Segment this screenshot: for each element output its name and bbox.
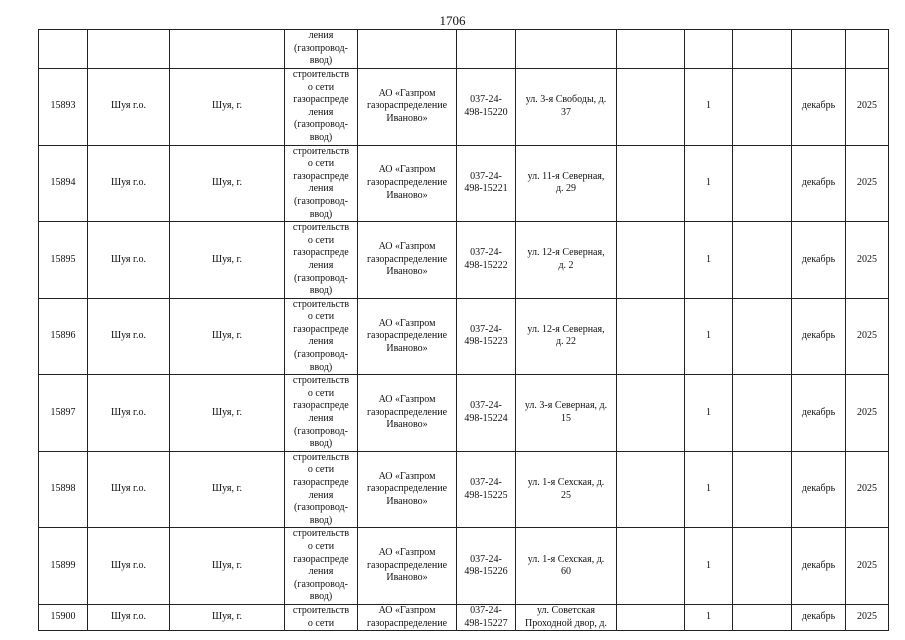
- cell-address: [516, 528, 617, 605]
- cell-year: [846, 528, 889, 605]
- code-text: 037-24- 498-15224: [464, 400, 508, 425]
- table-row: [39, 298, 889, 375]
- cell-year: [846, 298, 889, 375]
- qty-text: 1: [706, 253, 711, 265]
- cell-qty: [685, 30, 733, 69]
- cell-empty-1: [617, 604, 685, 630]
- num-text: 15894: [50, 177, 76, 189]
- address-text: ул. 1-я Сехская, д. 25: [527, 477, 605, 501]
- code-text: 037-24- 498-15223: [464, 323, 508, 348]
- cell-empty-2: [733, 69, 792, 146]
- cell-empty-2: [733, 604, 792, 630]
- cell-code: [457, 298, 516, 375]
- month-text: декабрь: [801, 330, 836, 342]
- address-text: ул. 3-я Свободы, д. 37: [525, 94, 607, 118]
- cell-month: [792, 69, 846, 146]
- cell-year: [846, 222, 889, 299]
- cell-empty-1: [617, 298, 685, 375]
- cell-org: [358, 604, 457, 630]
- cell-qty: [685, 145, 733, 222]
- address-text: ул. 11-я Северная, д. 29: [527, 170, 605, 195]
- district-text: Шуя г.о.: [111, 330, 146, 342]
- purpose-text: строительств о сети газораспреде ления (газопровод- ввод): [292, 145, 350, 220]
- cell-district: [88, 30, 170, 69]
- cell-address: [516, 375, 617, 452]
- cell-city: [170, 69, 285, 146]
- num-text: 15893: [50, 100, 76, 112]
- cell-qty: [685, 451, 733, 528]
- cell-purpose: [285, 30, 358, 69]
- year-text: 2025: [857, 177, 877, 189]
- cell-purpose: [285, 375, 358, 452]
- cell-empty-2: [733, 30, 792, 69]
- org-text: АО «Газпром газораспределение Иваново»: [366, 547, 448, 584]
- cell-code: [457, 451, 516, 528]
- cell-num: [39, 222, 88, 299]
- cell-month: [792, 30, 846, 69]
- cell-code: [457, 604, 516, 630]
- cell-code: [457, 375, 516, 452]
- qty-text: 1: [706, 100, 711, 112]
- code-text: 037-24- 498-15221: [464, 170, 508, 195]
- cell-qty: [685, 528, 733, 605]
- cell-empty-1: [617, 375, 685, 452]
- qty-text: 1: [706, 611, 711, 623]
- cell-month: [792, 604, 846, 630]
- cell-year: [846, 375, 889, 452]
- cell-num: [39, 145, 88, 222]
- district-text: Шуя г.о.: [111, 253, 146, 265]
- cell-month: [792, 298, 846, 375]
- district-text: Шуя г.о.: [111, 406, 146, 418]
- cell-district: [88, 69, 170, 146]
- cell-empty-2: [733, 145, 792, 222]
- cell-purpose: [285, 69, 358, 146]
- cell-org: [358, 528, 457, 605]
- city-text: Шуя, г.: [212, 253, 242, 265]
- cell-district: [88, 298, 170, 375]
- month-text: декабрь: [801, 559, 836, 571]
- address-text: ул. 1-я Сехская, д. 60: [527, 553, 605, 578]
- table-row: [39, 375, 889, 452]
- month-text: декабрь: [801, 483, 836, 495]
- year-text: 2025: [857, 559, 877, 571]
- cell-city: [170, 30, 285, 69]
- cell-empty-2: [733, 222, 792, 299]
- cell-city: [170, 528, 285, 605]
- cell-org: [358, 69, 457, 146]
- month-text: декабрь: [801, 177, 836, 189]
- table-row: [39, 69, 889, 146]
- cell-district: [88, 375, 170, 452]
- cell-address: [516, 298, 617, 375]
- district-text: Шуя г.о.: [111, 100, 146, 112]
- cell-city: [170, 451, 285, 528]
- table-row: [39, 604, 889, 630]
- cell-num: [39, 298, 88, 375]
- city-text: Шуя, г.: [212, 611, 242, 623]
- address-text: ул. 12-я Северная, д. 22: [527, 323, 605, 348]
- cell-qty: [685, 69, 733, 146]
- table-row: [39, 451, 889, 528]
- org-text: АО «Газпром газораспределение Иваново»: [366, 317, 448, 354]
- purpose-text: строительств о сети газораспреде ления (газопровод- ввод): [292, 222, 350, 297]
- city-text: Шуя, г.: [212, 406, 242, 418]
- org-text: АО «Газпром газораспределение Иваново»: [366, 241, 448, 278]
- cell-empty-1: [617, 451, 685, 528]
- cell-qty: [685, 298, 733, 375]
- month-text: декабрь: [801, 611, 836, 623]
- purpose-text: ления (газопровод- ввод): [294, 30, 348, 67]
- org-text: АО «Газпром газораспределение Иваново»: [366, 164, 448, 201]
- cell-year: [846, 451, 889, 528]
- cell-address: [516, 30, 617, 69]
- org-text: АО «Газпром газораспределение: [366, 604, 448, 629]
- address-text: ул. 12-я Северная, д. 2: [527, 247, 605, 271]
- cell-month: [792, 145, 846, 222]
- qty-text: 1: [706, 330, 711, 342]
- code-text: 037-24- 498-15220: [464, 94, 508, 118]
- cell-empty-1: [617, 145, 685, 222]
- cell-num: [39, 451, 88, 528]
- purpose-text: строительств о сети газораспреде ления (газопровод- ввод): [292, 451, 350, 526]
- purpose-text: строительств о сети газораспреде ления (газопровод- ввод): [292, 69, 350, 143]
- cell-city: [170, 222, 285, 299]
- cell-org: [358, 30, 457, 69]
- city-text: Шуя, г.: [212, 177, 242, 189]
- purpose-text: строительств о сети газораспреде ления (газопровод- ввод): [292, 528, 350, 603]
- code-text: 037-24- 498-15222: [464, 247, 508, 271]
- city-text: Шуя, г.: [212, 330, 242, 342]
- purpose-text: строительств о сети газораспреде ления (газопровод- ввод): [292, 375, 350, 450]
- cell-purpose: [285, 528, 358, 605]
- cell-num: [39, 30, 88, 69]
- table-row: [39, 145, 889, 222]
- cell-qty: [685, 604, 733, 630]
- page-number: 1706: [439, 13, 466, 28]
- code-text: 037-24- 498-15227: [464, 604, 508, 629]
- city-text: Шуя, г.: [212, 559, 242, 571]
- cell-month: [792, 451, 846, 528]
- qty-text: 1: [706, 483, 711, 495]
- cell-qty: [685, 375, 733, 452]
- qty-text: 1: [706, 406, 711, 418]
- cell-code: [457, 145, 516, 222]
- cell-purpose: [285, 451, 358, 528]
- cell-org: [358, 375, 457, 452]
- district-text: Шуя г.о.: [111, 177, 146, 189]
- cell-month: [792, 222, 846, 299]
- cell-empty-1: [617, 30, 685, 69]
- cell-org: [358, 298, 457, 375]
- year-text: 2025: [857, 330, 877, 342]
- num-text: 15898: [50, 483, 76, 495]
- cell-city: [170, 604, 285, 630]
- cell-address: [516, 145, 617, 222]
- cell-empty-2: [733, 528, 792, 605]
- cell-num: [39, 528, 88, 605]
- table-row: [39, 222, 889, 299]
- num-text: 15899: [50, 559, 76, 571]
- city-text: Шуя, г.: [212, 100, 242, 112]
- cell-district: [88, 528, 170, 605]
- cell-code: [457, 69, 516, 146]
- cell-address: [516, 222, 617, 299]
- year-text: 2025: [857, 253, 877, 265]
- cell-empty-2: [733, 451, 792, 528]
- table-row-continued: [39, 30, 889, 69]
- district-text: Шуя г.о.: [111, 559, 146, 571]
- qty-text: 1: [706, 177, 711, 189]
- cell-month: [792, 375, 846, 452]
- org-text: АО «Газпром газораспределение Иваново»: [366, 394, 448, 431]
- address-text: ул. Советская Проходной двор, д.: [525, 604, 607, 629]
- cell-empty-2: [733, 375, 792, 452]
- cell-purpose: [285, 604, 358, 630]
- year-text: 2025: [857, 483, 877, 495]
- cell-empty-1: [617, 528, 685, 605]
- month-text: декабрь: [801, 100, 836, 112]
- num-text: 15897: [50, 406, 76, 418]
- cell-year: [846, 145, 889, 222]
- cell-month: [792, 528, 846, 605]
- cell-city: [170, 298, 285, 375]
- cell-purpose: [285, 222, 358, 299]
- cell-empty-1: [617, 222, 685, 299]
- cell-address: [516, 604, 617, 630]
- cell-code: [457, 30, 516, 69]
- cell-address: [516, 69, 617, 146]
- cell-district: [88, 145, 170, 222]
- cell-district: [88, 604, 170, 630]
- address-text: ул. 3-я Северная, д. 15: [524, 400, 608, 425]
- cell-code: [457, 528, 516, 605]
- org-text: АО «Газпром газораспределение Иваново»: [366, 470, 448, 507]
- cell-purpose: [285, 145, 358, 222]
- num-text: 15900: [50, 611, 76, 623]
- cell-num: [39, 604, 88, 630]
- cell-empty-1: [617, 69, 685, 146]
- month-text: декабрь: [801, 253, 836, 265]
- district-text: Шуя г.о.: [111, 483, 146, 495]
- cell-num: [39, 375, 88, 452]
- year-text: 2025: [857, 100, 877, 112]
- qty-text: 1: [706, 559, 711, 571]
- num-text: 15895: [50, 253, 76, 265]
- objects-table: [38, 29, 889, 631]
- cell-address: [516, 451, 617, 528]
- code-text: 037-24- 498-15226: [464, 553, 508, 578]
- purpose-text: строительств о сети: [292, 604, 350, 629]
- cell-code: [457, 222, 516, 299]
- cell-org: [358, 145, 457, 222]
- cell-year: [846, 604, 889, 630]
- purpose-text: строительств о сети газораспреде ления (газопровод- ввод): [292, 298, 350, 373]
- num-text: 15896: [50, 330, 76, 342]
- cell-city: [170, 145, 285, 222]
- cell-num: [39, 69, 88, 146]
- table-row: [39, 528, 889, 605]
- cell-district: [88, 222, 170, 299]
- code-text: 037-24- 498-15225: [464, 477, 508, 501]
- cell-city: [170, 375, 285, 452]
- cell-district: [88, 451, 170, 528]
- cell-org: [358, 451, 457, 528]
- cell-empty-2: [733, 298, 792, 375]
- org-text: АО «Газпром газораспределение Иваново»: [366, 87, 448, 125]
- district-text: Шуя г.о.: [111, 611, 146, 623]
- city-text: Шуя, г.: [212, 483, 242, 495]
- cell-year: [846, 69, 889, 146]
- cell-org: [358, 222, 457, 299]
- cell-year: [846, 30, 889, 69]
- month-text: декабрь: [801, 406, 836, 418]
- cell-purpose: [285, 298, 358, 375]
- cell-qty: [685, 222, 733, 299]
- year-text: 2025: [857, 611, 877, 623]
- year-text: 2025: [857, 406, 877, 418]
